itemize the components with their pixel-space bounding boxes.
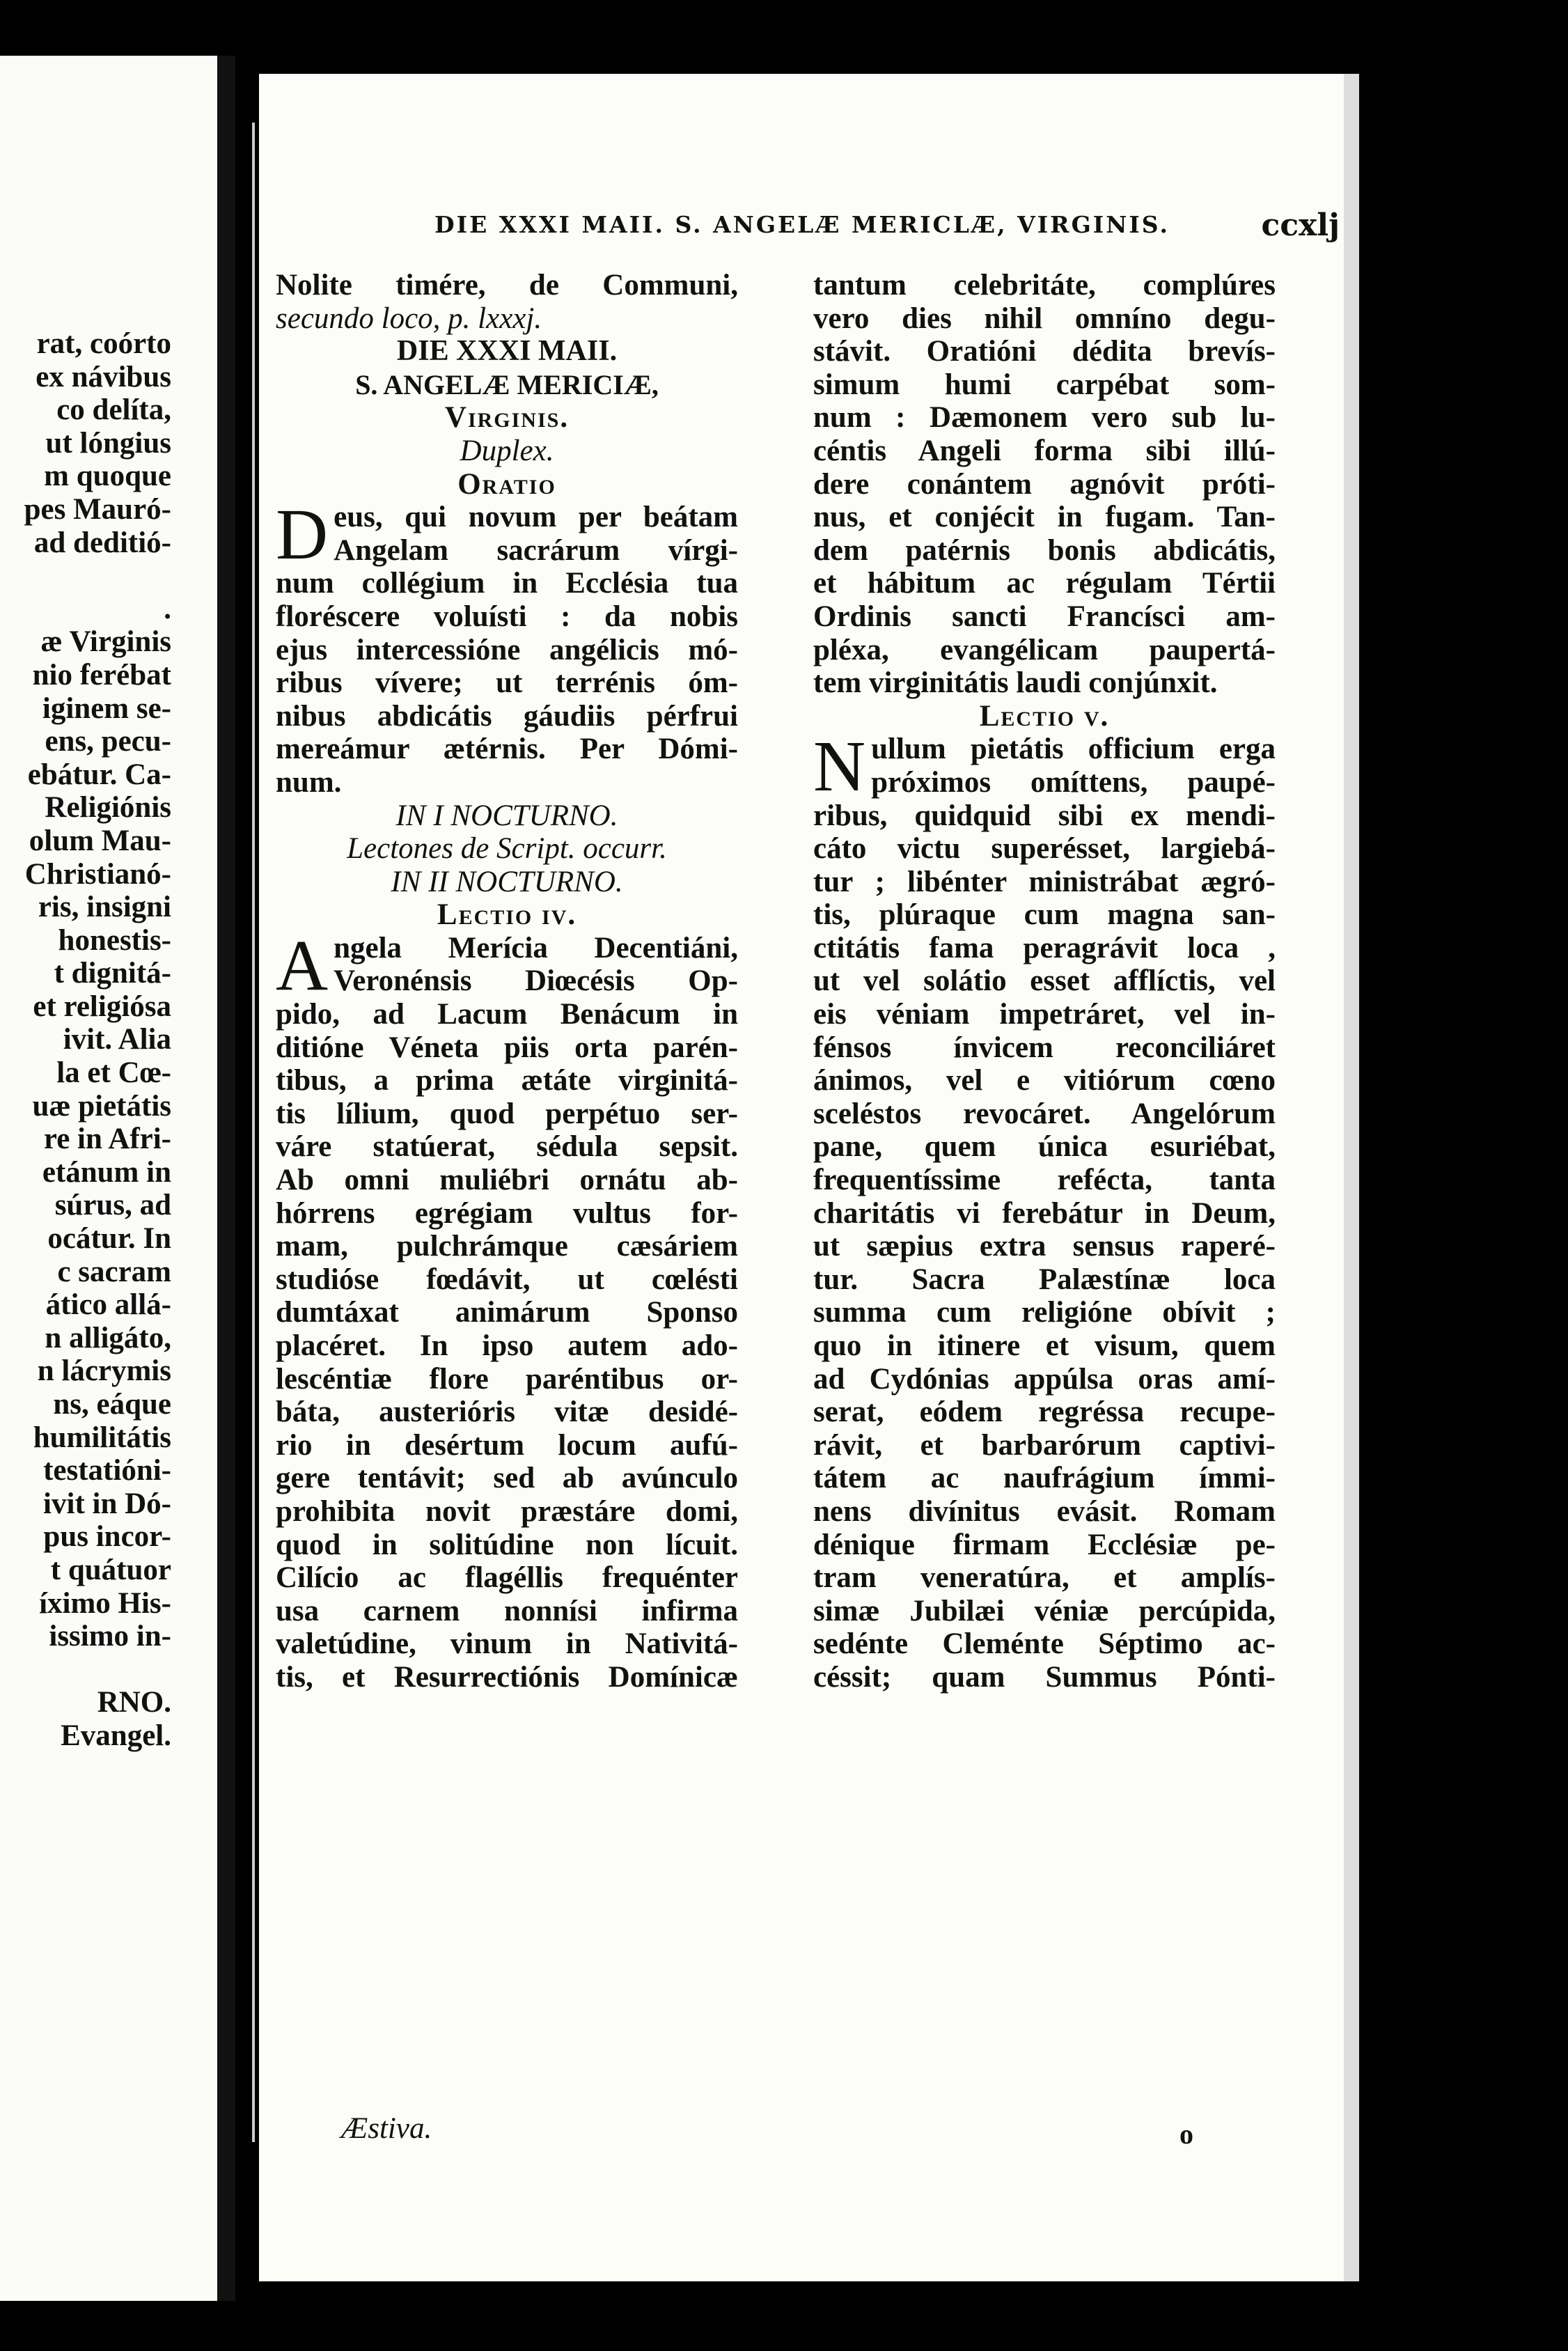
lectio-line: usa carnem nonnísi infirma [276,1594,738,1627]
lectio-line: tibus, a prima ætáte virginitá- [276,1064,738,1098]
previous-page-line: ebátur. Ca- [27,758,171,791]
oratio-line: nibus abdicátis gáudiis pérfrui [276,699,738,733]
lectio-line: sceléstos revocáret. Angelórum [813,1097,1276,1130]
previous-page-line: olum Mau- [29,824,171,857]
lectio-line: ad Cydónias appúlsa oras amí- [813,1362,1276,1396]
lectio-line: quod in solitúdine non lícuit. [276,1528,738,1561]
lectio-heading: Lectio iv. [437,898,577,932]
lectio-line: prohibita novit præstáre domi, [276,1494,738,1528]
oratio-line: ejus intercessióne angélicis mó- [276,633,738,666]
lectio-line: Cilício ac flagéllis frequénter [276,1561,738,1595]
previous-page-line: æ Virginis [40,625,171,659]
lectio-line: Veronénsis Diœcésis Op- [334,964,738,998]
lectio-line: rávit, et barbarórum captivi- [813,1428,1276,1462]
lectio-line: ctitátis fama peragrávit loca , [813,931,1276,964]
lectio-heading: Lectio v. [979,699,1110,733]
saint-title: Virginis. [444,401,570,435]
lectio-line: studióse fœdávit, ut cœlésti [276,1263,738,1296]
lectio-line: ánimos, vel e vitiórum cœno [813,1064,1276,1098]
drop-cap: D [276,501,329,575]
previous-page-line: súrus, ad [54,1189,171,1222]
lectio-line: váre statúerat, sédula sepsit. [276,1130,738,1164]
previous-page-line: testatióni- [43,1454,171,1487]
previous-page-line: Evangel. [61,1719,171,1752]
lectio-line: lescéntiæ flore paréntibus or- [276,1362,738,1396]
catchword: Æstiva. [341,2112,432,2145]
lectio-line: num : Dæmonem vero sub lu- [813,401,1276,435]
previous-page-line: ut lóngius [45,426,171,460]
lectio-line: tur ; libénter ministrábat ægró- [813,865,1276,898]
book-page [259,74,1359,2281]
previous-page-line: honestis- [58,923,171,957]
lectio-line: cáto victu superésset, largiebá- [813,832,1276,866]
lectio-line: ullum pietátis officium erga [871,733,1276,766]
lectio-line: tur. Sacra Palæstínæ loca [813,1263,1276,1296]
previous-page-line [24,1653,171,1687]
lectio-line: nens divínitus evásit. Romam [813,1494,1276,1528]
lectio-line: Ordinis sancti Francísci am- [813,600,1276,633]
gutter-line [252,123,255,2142]
lectio-line: et hábitum ac régulam Tértii [813,567,1276,600]
previous-page-line: pes Mauró- [24,492,171,526]
previous-page-line: uæ pietátis [32,1089,171,1123]
lectio-line: céntis Angeli forma sibi illú- [813,434,1276,467]
lectiones-note: Lectones de Script. occurr. [347,832,667,866]
intro-line-2: secundo loco, p. lxxxj. [276,302,542,335]
oratio-line: ribus vívere; ut terrénis óm- [276,666,738,700]
previous-page-line [24,559,171,593]
previous-page-line: rat, coórto [36,327,171,360]
lectio-line: nus, et conjécit in fugam. Tan- [813,501,1276,534]
previous-page-line: la et Cœ- [56,1056,171,1090]
previous-page-line: pus incor- [43,1520,171,1554]
lectio-line: summa cum religióne obívit ; [813,1296,1276,1329]
oratio-line: eus, qui novum per beátam [334,501,738,534]
previous-page-edge [0,56,235,2301]
lectio-line: frequentíssime refécta, tanta [813,1164,1276,1197]
previous-page-line: Christianó- [24,857,171,891]
lectio-line: tem virginitátis laudi conjúnxit. [813,666,1218,700]
previous-page-line: ris, insigni [38,891,171,924]
lectio-v-text [813,733,1276,1694]
previous-page-line: ivit in Dó- [43,1487,171,1520]
previous-page-line: ad deditió- [33,526,171,559]
lectio-line: ut sæpius extra sensus raperé- [813,1230,1276,1263]
saint-name: S. ANGELÆ MERICIÆ, [355,368,659,400]
right-column [813,269,1276,1694]
lectio-line: rio in desértum locum aufú- [276,1428,738,1462]
lectio-line: fénsos ínvicem reconciliáret [813,1031,1276,1064]
lectio-line: báta, austerióris vitæ desidé- [276,1396,738,1429]
previous-page-line: et religiósa [33,990,171,1023]
drop-cap: A [276,931,329,1006]
lectio-line: tátem ac naufrágium ímmi- [813,1462,1276,1495]
previous-page-line: ivit. Alia [63,1023,171,1056]
oratio-line: mereámur ætérnis. Per Dómi- [276,733,738,766]
previous-page-line: ens, pecu- [45,725,171,758]
previous-page-line: m quoque [44,460,171,493]
previous-page-line: Religiónis [45,791,171,825]
lectio-line: tram veneratúra, et amplís- [813,1561,1276,1595]
previous-page-line: ns, eáque [53,1388,171,1421]
oratio-line: num collégium in Ecclésia tua [276,567,738,600]
page-edge-shadow [1344,74,1359,2281]
lectio-line: ditióne Véneta piis orta parén- [276,1031,738,1064]
lectio-line: vero dies nihil omníno degu- [813,302,1276,335]
lectio-line: sedénte Cleménte Séptimo ac- [813,1627,1276,1661]
previous-page-line: humilitátis [33,1421,171,1454]
lectio-line: stávit. Oratióni dédita brevís- [813,335,1276,368]
lectio-line: serat, eódem regréssa recupe- [813,1396,1276,1429]
previous-page-line: nio ferébat [32,658,171,692]
lectio-line: tis, plúraque cum magna san- [813,898,1276,932]
previous-page-line: t dignitá- [54,957,171,990]
oratio-heading: Oratio [457,467,556,501]
previous-page-line: . [164,592,171,625]
running-head: DIE XXXI MAII. S. ANGELÆ MERICLÆ, VIRGINIS. [434,211,1170,238]
lectio-line: placéret. In ipso autem ado- [276,1329,738,1362]
lectio-line: pane, quem única esuriébat, [813,1130,1276,1164]
lectio-line: quo in itinere et visum, quem [813,1329,1276,1362]
lectio-line: ut vel solátio esset afflíctis, vel [813,964,1276,998]
previous-page-line: n lácrymis [37,1354,171,1388]
oratio-line: floréscere voluísti : da nobis [276,600,738,633]
lectio-line: dumtáxat animárum Sponso [276,1296,738,1329]
previous-page-line: ático allá- [45,1288,171,1322]
lectio-line: mam, pulchrámque cæsáriem [276,1230,738,1263]
lectio-line: ribus, quidquid sibi ex mendi- [813,799,1276,832]
lectio-line: dem patérnis bonis abdicátis, [813,533,1276,567]
lectio-line: hórrens egrégiam vultus for- [276,1196,738,1230]
previous-page-line: re in Afri- [43,1123,171,1156]
drop-cap: N [813,733,866,807]
lectio-line: gere tentávit; sed ab avúnculo [276,1462,738,1495]
page-number: ccxlj [1261,208,1340,243]
nocturn-heading: IN I NOCTURNO. [395,799,618,832]
lectio-line: valetúdine, vinum in Nativitá- [276,1627,738,1661]
previous-page-line: etánum in [42,1155,171,1189]
lectio-line: dénique firmam Ecclésiæ pe- [813,1528,1276,1561]
previous-page-text [24,327,171,1753]
lectio-line: simæ Jubilæi véniæ percúpida, [813,1594,1276,1627]
feast-rank: Duplex. [460,434,554,467]
lectio-line: pido, ad Lacum Benácum in [276,998,738,1031]
previous-page-line: iginem se- [42,692,171,725]
previous-page-line: t quátuor [50,1553,171,1586]
feast-date: DIE XXXI MAII. [396,335,618,368]
lectio-line: dere conántem agnóvit próti- [813,467,1276,501]
lectio-line: céssit; quam Summus Pónti- [813,1660,1276,1694]
lectio-iv-text [276,932,738,1694]
lectio-line: eis véniam impetráret, vel in- [813,998,1276,1031]
previous-page-line: ocátur. In [47,1222,171,1256]
oratio-line: num. [276,765,342,799]
previous-page-line: issimo in- [49,1620,171,1653]
page-gutter-shadow [217,56,235,2301]
signature-mark: o [1179,2118,1193,2150]
lectio-line: simum humi carpébat som- [813,368,1276,401]
lectio-line: tis, et Resurrectiónis Domínicæ [276,1660,738,1694]
lectio-line: charitátis vi ferebátur in Deum, [813,1196,1276,1230]
lectio-line: Ab omni muliébri ornátu ab- [276,1164,738,1197]
previous-page-line: RNO. [97,1686,171,1719]
previous-page-line: n alligáto, [45,1321,171,1354]
lectio-line: próximos omíttens, paupé- [871,765,1276,799]
lectio-line: ngela Merícia Decentiáni, [334,931,738,964]
previous-page-line: ex návibus [36,360,171,393]
oratio-text [276,501,738,799]
lectio-line: tantum celebritáte, complúres [813,269,1276,302]
intro-line: Nolite timére, de Communi, [276,269,738,302]
oratio-line: Angelam sacrárum vírgi- [334,533,738,567]
nocturn-heading: IN II NOCTURNO. [391,865,623,898]
previous-page-line: íximo His- [39,1586,171,1620]
left-column [276,269,738,1694]
lectio-line: pléxa, evangélicam paupertá- [813,633,1276,666]
previous-page-line: c sacram [57,1255,171,1288]
lectio-line: tis lílium, quod perpétuo ser- [276,1097,738,1130]
previous-page-line: co delíta, [56,393,171,427]
